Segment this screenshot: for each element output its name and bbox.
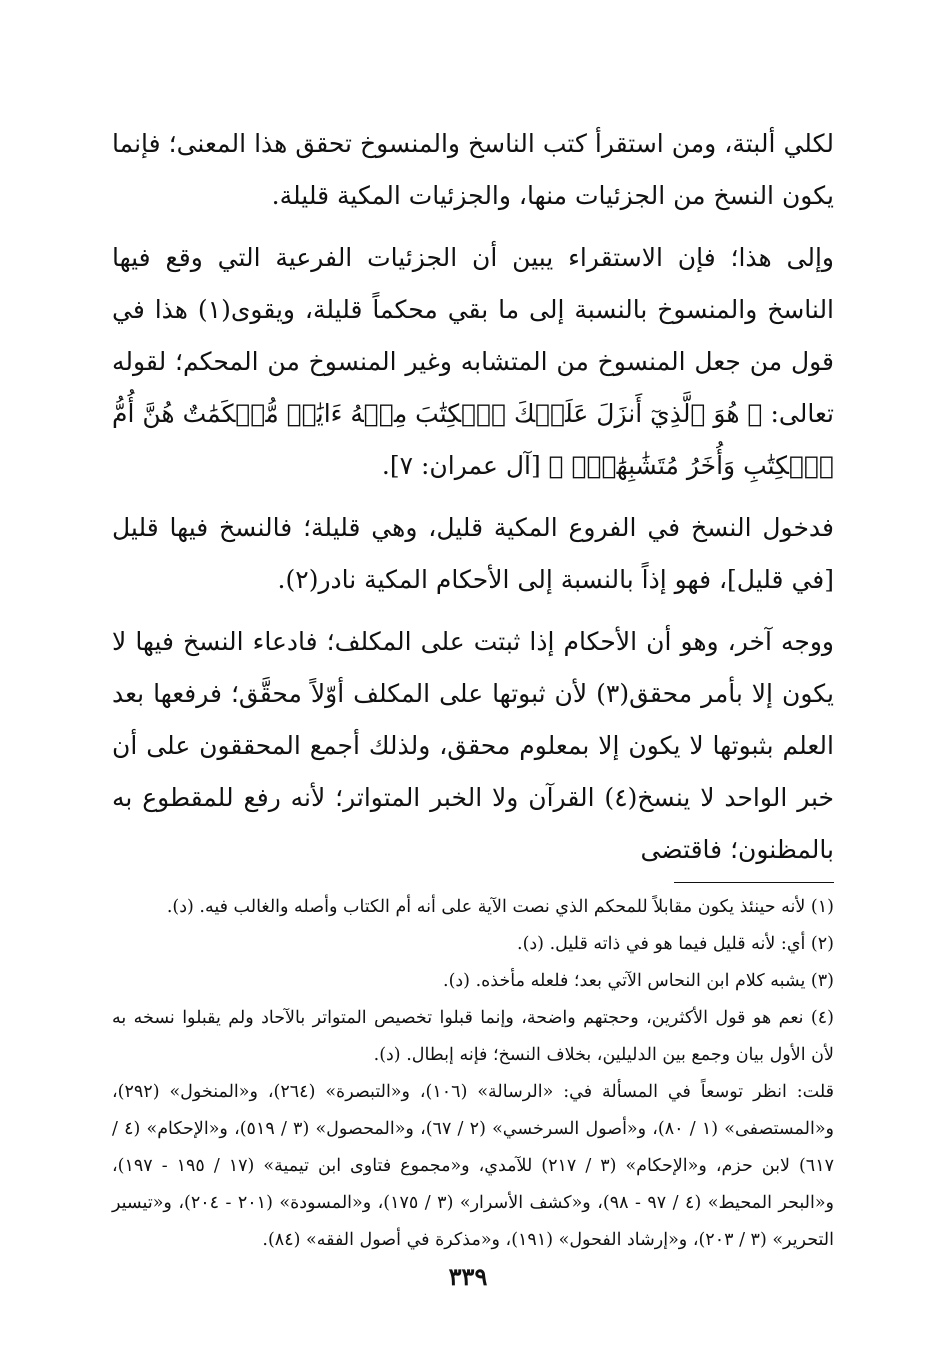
page-body: [112, 118, 834, 1259]
paragraph-4: ووجه آخر، وهو أن الأحكام إذا ثبتت على المكلف؛ فادعاء النسخ فيها لا يكون إلا بأمر محقق(٣) لأن ثبوتها على المكلف أوّلاً محقَّق؛ فرفعها بعد العلم بثبوتها لا يكون إلا بمعلوم محقق، ولذلك أجمع المحققون على أن خبر الواحد لا ينسخ(٤) القرآن ولا الخبر المتواتر؛ لأنه رفع للمقطوع به بالمظنون؛ فاقتضى: [112, 627, 834, 864]
footnote-3: (٣) يشبه كلام ابن النحاس الآتي بعد؛ فلعله مأخذه. (د).: [443, 971, 834, 991]
footnotes: [112, 889, 834, 1259]
paragraph-3: فدخول النسخ في الفروع المكية قليل، وهي قليلة؛ فالنسخ فيها قليل [في قليل]، فهو إذاً بالنسبة إلى الأحكام المكية نادر(٢).: [112, 513, 834, 594]
paragraph-2: وإلى هذا؛ فإن الاستقراء يبين أن الجزئيات الفرعية التي وقع فيها الناسخ والمنسوخ بالنسبة إلى ما بقي محكماً قليلة، ويقوى(١) هذا في قول من جعل المنسوخ من المتشابه وغير المنسوخ من المحكم؛ لقوله تعالى: ﴿ هُوَ ٱلَّذِيٓ أَنزَلَ عَلَيۡكَ ٱلۡكِتَٰبَ مِنۡهُ ءَايَٰتٞ مُّحۡكَمَٰتٌ هُنَّ أُمُّ ٱلۡكِتَٰبِ وَأُخَرُ مُتَشَٰبِهَٰتٞۖ ﴾ [آل عمران: ٧].: [112, 243, 835, 480]
footnote-divider: [674, 882, 834, 883]
footnote-2: (٢) أي: لأنه قليل فيما هو في ذاته قليل. (د).: [517, 934, 834, 954]
page-number: ٣٣٩: [448, 1262, 488, 1291]
footnote-1: (١) لأنه حينئذ يكون مقابلاً للمحكم الذي نصت الآية على أنه أم الكتاب وأصله والغالب فيه. (د).: [166, 897, 834, 917]
editor-note: قلت: انظر توسعاً في المسألة في: «الرسالة» (١٠٦)، و«التبصرة» (٢٦٤)، و«المنخول» (٢٩٢)، و«المستصفى» (١ / ٨٠)، و«أصول السرخسي» (٢ / ٦٧)، و«المحصول» (٣ / ٥١٩)، و«الإحكام» (٤ / ٦١٧) لابن حزم، و«الإحكام» (٣ / ٢١٧) للآمدي، و«مجموع فتاوى ابن تيمية» (١٧ / ١٩٥ - ١٩٧)، و«البحر المحيط» (٤ / ٩٧ - ٩٨)، و«كشف الأسرار» (٣ / ١٧٥)، و«المسودة» (٢٠١ - ٢٠٤)، و«تيسير التحرير» (٣ / ٢٠٣)، و«إرشاد الفحول» (١٩١)، و«مذكرة في أصول الفقه» (٨٤).: [112, 1082, 835, 1250]
paragraph-1: لكلي ألبتة، ومن استقرأ كتب الناسخ والمنسوخ تحقق هذا المعنى؛ فإنما يكون النسخ من الجزئيات منها، والجزئيات المكية قليلة.: [112, 129, 834, 210]
footnote-4: (٤) نعم هو قول الأكثرين، وحجتهم واضحة، وإنما قبلوا تخصيص المتواتر بالآحاد ولم يقبلوا نسخه به لأن الأول بيان وجمع بين الدليلين، بخلاف النسخ؛ فإنه إبطال. (د).: [112, 1008, 834, 1065]
main-text: [112, 118, 834, 876]
